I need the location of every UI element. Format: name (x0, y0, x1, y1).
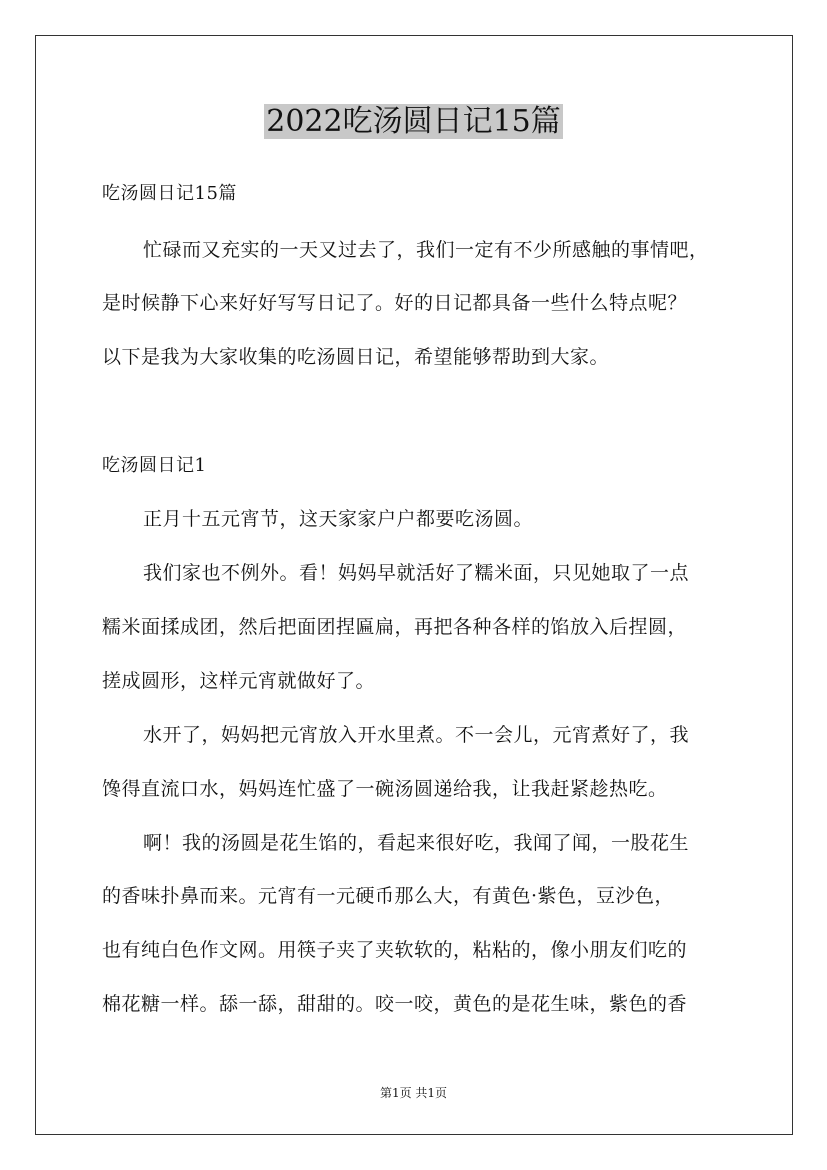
document-title-text: 2022吃汤圆日记15篇 (266, 104, 561, 139)
body-line: 棉花糖一样。舔一舔，甜甜的。咬一咬，黄色的是花生味，紫色的香 (102, 993, 688, 1015)
document-title (0, 100, 827, 144)
body-line: 馋得直流口水，妈妈连忙盛了一碗汤圆递给我，让我赶紧趁热吃。 (102, 778, 668, 800)
body-line: 我们家也不例外。看！妈妈早就活好了糯米面，只见她取了一点 (143, 562, 690, 584)
page-footer: 第1页 共1页 (379, 1086, 448, 1100)
body-line: 水开了，妈妈把元宵放入开水里煮。不一会儿，元宵煮好了，我 (143, 724, 690, 746)
section-heading: 吃汤圆日记1 (102, 455, 207, 476)
body-line: 糯米面揉成团，然后把面团捏匾扁，再把各种各样的馅放入后捏圆， (102, 616, 688, 638)
intro-line: 忙碌而又充实的一天又过去了，我们一定有不少所感触的事情吧， (143, 239, 709, 261)
intro-line: 以下是我为大家收集的吃汤圆日记，希望能够帮助到大家。 (102, 346, 610, 368)
document-subtitle: 吃汤圆日记15篇 (102, 183, 237, 204)
body-line: 正月十五元宵节，这天家家户户都要吃汤圆。 (143, 508, 534, 530)
intro-line: 是时候静下心来好好写写日记了。好的日记都具备一些什么特点呢？ (102, 292, 688, 314)
body-line: 搓成圆形，这样元宵就做好了。 (102, 670, 376, 692)
body-line: 啊！我的汤圆是花生馅的，看起来很好吃，我闻了闻，一股花生 (143, 832, 690, 854)
body-line: 的香味扑鼻而来。元宵有一元硬币那么大，有黄色·紫色，豆沙色， (102, 885, 675, 907)
body-line: 也有纯白色作文网。用筷子夹了夹软软的，粘粘的，像小朋友们吃的 (102, 939, 688, 961)
